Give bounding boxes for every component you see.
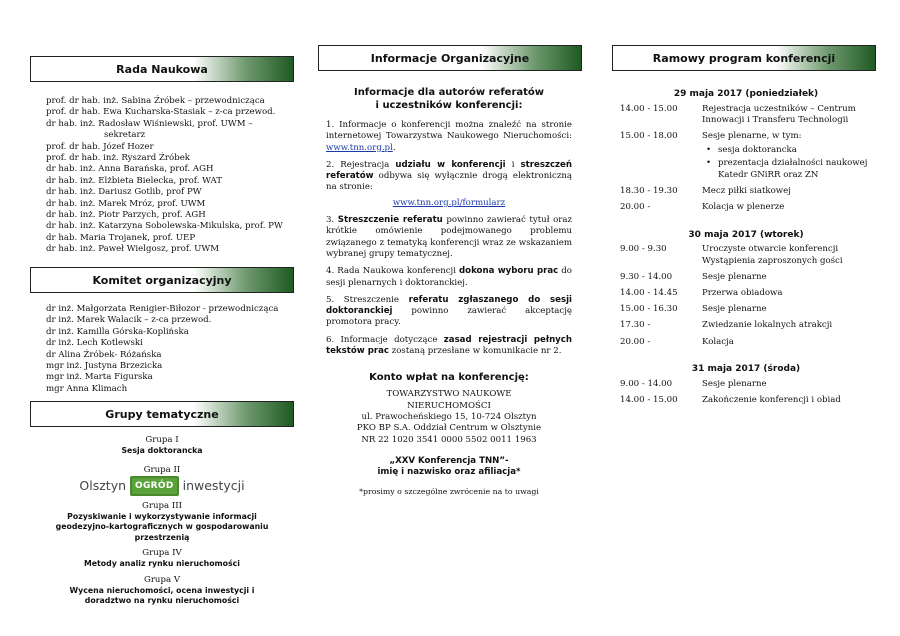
schedule-row <box>620 337 872 349</box>
list-item: dr inż. Małgorzata Renigier-Biłozor - przewodnicząca <box>46 304 279 314</box>
grupy-list <box>30 435 294 607</box>
info-text: powinno zawierać tytuł oraz krótkie omówienie podejmowanego problemu związanego z tematyką konferencji wraz ze wskazaniem wybranej grupy tematycznej. <box>326 215 573 259</box>
list-item: dr hab. inż. Marek Mróz, prof. UWM <box>46 198 206 209</box>
schedule-desc: Zakończenie konferencji i obiad <box>702 394 841 405</box>
konto-line: ul. Prawocheńskiego 15, 10-724 Olsztyn <box>361 411 537 422</box>
info-point-1 <box>326 120 572 154</box>
info-bold-text: dokona wyboru prac <box>459 266 559 277</box>
list-item: mgr Anna Klimach <box>46 383 128 394</box>
logo-box: OGRÓD <box>130 476 179 496</box>
info-text: powinno zawierać akceptację promotora pracy. <box>326 306 572 328</box>
schedule-desc: Sesje plenarne <box>702 304 767 315</box>
konto-details <box>326 389 572 445</box>
group-2 <box>30 465 294 496</box>
info-title <box>326 86 572 112</box>
group-label: Grupa III <box>141 500 183 511</box>
tnn-website-link[interactable]: www.tnn.org.pl <box>326 142 393 153</box>
list-item: dr hab. inż. Radosław Wiśniewski, prof. UWM – <box>46 118 253 129</box>
rada-naukowa-list <box>46 96 283 256</box>
schedule-desc: Sesje plenarne, w tym: <box>702 131 802 142</box>
info-bold-text: zasad rejestracji pełnych tekstów prac <box>326 334 572 357</box>
info-text: 6. Informacje dotyczące <box>326 334 444 345</box>
info-point-6 <box>326 335 572 358</box>
schedule-time: 18.30 - 19.30 <box>620 186 678 197</box>
day-heading: 31 maja 2017 (środa) <box>691 364 801 375</box>
group-title: Pozyskiwanie i wykorzystywanie informacji geodezyjno-kartograficznych w gospodarowaniu przestrzenią <box>55 511 269 542</box>
transfer-title-note <box>326 456 572 479</box>
list-item: dr hab. inż. Katarzyna Sobolewska-Mikulska, prof. PW <box>46 221 283 232</box>
note-line: imię i nazwisko oraz afiliacja* <box>377 467 521 478</box>
informacje-header-label: Informacje Organizacyjne <box>370 51 530 65</box>
group-1 <box>30 435 294 457</box>
bullet-icon: • <box>706 158 712 169</box>
list-item: prof. dr hab. inż. Ryszard Źróbek <box>46 153 190 164</box>
group-5 <box>30 575 294 607</box>
schedule-desc: Mecz piłki siatkowej <box>702 186 791 197</box>
komitet-header <box>30 267 294 293</box>
schedule-row <box>620 304 872 316</box>
schedule-row <box>620 379 872 391</box>
rada-naukowa-header <box>30 56 294 82</box>
schedule-row <box>620 244 872 267</box>
list-item: dr hab. inż. Elżbieta Bielecka, prof. WAT <box>46 175 223 186</box>
list-item: dr hab. inż. Anna Barańska, prof. AGH <box>46 164 214 175</box>
ogrod-inwestycji-logo <box>30 476 294 496</box>
logo-right-text: inwestycji <box>182 478 245 493</box>
info-point-5 <box>326 295 572 329</box>
informacje-content <box>326 86 572 498</box>
program-content <box>620 89 872 411</box>
komitet-list <box>46 304 278 395</box>
schedule-time: 14.00 - 15.00 <box>620 394 678 405</box>
schedule-desc: Rejestracja uczestników – Centrum Innowacji i Transferu Technologii <box>702 103 856 126</box>
list-item: dr hab. inż. Piotr Parzych, prof. AGH <box>46 210 206 221</box>
note-line: „XXV Konferencja TNN”- <box>389 455 509 466</box>
schedule-row <box>620 104 872 127</box>
schedule-desc: Przerwa obiadowa <box>702 288 783 299</box>
info-text: do sesji plenarnych i doktoranckiej. <box>326 266 572 288</box>
info-text: 4. Rada Naukowa konferencji <box>326 266 460 277</box>
group-label: Grupa II <box>143 464 181 475</box>
bullet-icon: • <box>706 144 712 155</box>
info-text: 2. Rejestracja <box>326 159 396 170</box>
list-item: dr inż. Kamilla Górska-Koplińska <box>46 326 189 337</box>
schedule-row <box>620 395 872 407</box>
info-text: zostaną przesłane w komunikacie nr 2. <box>389 346 562 357</box>
informacje-header <box>318 45 582 71</box>
group-label: Grupa V <box>143 574 181 585</box>
list-item: sekretarz <box>104 130 146 141</box>
list-item: prof. dr hab. Józef Hozer <box>46 141 154 152</box>
group-label: Grupa IV <box>142 548 182 558</box>
schedule-time: 9.00 - 9.30 <box>620 244 667 255</box>
info-point-4 <box>326 266 572 289</box>
group-title: Metody analiz rynku nieruchomości <box>84 559 240 568</box>
konto-title: Konto wpłat na konferencję: <box>369 372 529 384</box>
list-item: dr hab. inż. Dariusz Gotlib, prof PW <box>46 187 202 198</box>
schedule-desc: Sesje plenarne <box>702 272 767 283</box>
info-text: 5. Streszczenie <box>326 294 409 305</box>
konto-line: NIERUCHOMOŚCI <box>407 400 491 411</box>
list-item: prof. dr hab. inż. Sabina Źróbek – przewodnicząca <box>46 96 265 106</box>
info-point-2 <box>326 160 572 194</box>
bullet-text: prezentacja działalności naukowej Katedr GNiRR oraz ZN <box>718 158 868 181</box>
schedule-desc: Sesje plenarne <box>702 378 767 389</box>
info-bold-text: referatu zgłaszanego do sesji doktoranckiej <box>326 294 572 317</box>
list-item: dr hab. inż. Paweł Wielgosz, prof. UWM <box>46 244 220 255</box>
list-item: dr inż. Lech Kotlewski <box>46 338 143 349</box>
schedule-time: 9.30 - 14.00 <box>620 272 673 283</box>
info-point-2-link-row <box>326 198 572 209</box>
schedule-desc: Uroczyste otwarcie konferencji Wystąpienia zaproszonych gości <box>702 244 843 267</box>
info-text: i <box>505 159 521 170</box>
grupy-header <box>30 401 294 427</box>
info-bold-text: Streszczenie referatu <box>337 215 443 226</box>
footnote: *prosimy o szczególne zwrócenie na to uwagi <box>359 487 539 497</box>
schedule-bullet <box>702 158 872 181</box>
schedule-desc: Zwiedzanie lokalnych atrakcji <box>702 320 833 331</box>
info-title-line: Informacje dla autorów referatów <box>353 87 545 98</box>
schedule-time: 20.00 - <box>620 202 651 213</box>
schedule-row <box>620 320 872 332</box>
schedule-time: 14.00 - 14.45 <box>620 288 678 299</box>
program-header <box>612 45 876 71</box>
schedule-row <box>620 288 872 300</box>
group-title: Sesja doktorancka <box>121 446 203 455</box>
bullet-text: sesja doktorancka <box>718 144 797 155</box>
group-3 <box>30 501 294 544</box>
rada-naukowa-header-label: Rada Naukowa <box>116 62 208 76</box>
day-heading: 29 maja 2017 (poniedziałek) <box>673 89 819 99</box>
info-text: 1. Informacje o konferencji można znaleźć na stronie internetowej Towarzystwa Naukowego Nieruchomości: <box>326 120 572 142</box>
komitet-header-label: Komitet organizacyjny <box>92 273 232 287</box>
konto-line: PKO BP S.A. Oddział Centrum w Olsztynie <box>356 423 542 434</box>
program-header-label: Ramowy program konferencji <box>652 51 836 65</box>
list-item: mgr inż. Marta Figurska <box>46 372 153 383</box>
info-bold-text: streszczeń referatów <box>326 159 572 182</box>
schedule-row <box>620 186 872 198</box>
logo-left-text: Olsztyn <box>79 478 127 493</box>
schedule-row <box>620 131 872 181</box>
info-point-3 <box>326 215 572 260</box>
schedule-bullet <box>702 145 872 157</box>
grupy-header-label: Grupy tematyczne <box>105 407 219 421</box>
schedule-desc-block <box>702 131 872 181</box>
info-bold-text: udziału w konferencji <box>395 159 506 170</box>
schedule-time: 9.00 - 14.00 <box>620 378 673 389</box>
schedule-time: 15.00 - 16.30 <box>620 304 678 315</box>
schedule-time: 15.00 - 18.00 <box>620 131 678 142</box>
list-item: dr Alina Źróbek- Różańska <box>46 349 162 360</box>
group-label: Grupa I <box>145 435 179 445</box>
info-text: 3. <box>326 215 338 226</box>
group-title: Wycena nieruchomości, ocena inwestycji i doradztwo na rynku nieruchomości <box>69 585 255 605</box>
schedule-time: 20.00 - <box>620 336 651 347</box>
info-title-line: i uczestników konferencji: <box>375 100 523 111</box>
schedule-desc: Kolacja w plenerze <box>702 202 785 213</box>
info-text: . <box>392 142 396 153</box>
schedule-time: 17.30 - <box>620 320 651 331</box>
konto-line: TOWARZYSTWO NAUKOWE <box>386 389 512 400</box>
list-item: prof. dr hab. Ewa Kucharska-Stasiak – z-ca przewod. <box>46 107 276 118</box>
list-item: mgr inż. Justyna Brzezicka <box>46 361 163 372</box>
info-text: odbywa się wyłącznie drogą elektroniczną na stronie: <box>326 171 572 193</box>
schedule-desc: Kolacja <box>702 336 734 347</box>
group-4 <box>30 548 294 570</box>
list-item: dr hab. Maria Trojanek, prof. UEP <box>46 232 196 243</box>
list-item: dr inż. Marek Walacik – z-ca przewod. <box>46 315 212 326</box>
schedule-row <box>620 202 872 214</box>
schedule-row <box>620 272 872 284</box>
konto-line: NR 22 1020 3541 0000 5502 0011 1963 <box>361 434 537 445</box>
day-heading: 30 maja 2017 (wtorek) <box>688 229 804 240</box>
schedule-time: 14.00 - 15.00 <box>620 103 678 114</box>
registration-form-link[interactable]: www.tnn.org.pl/formularz <box>392 197 506 208</box>
